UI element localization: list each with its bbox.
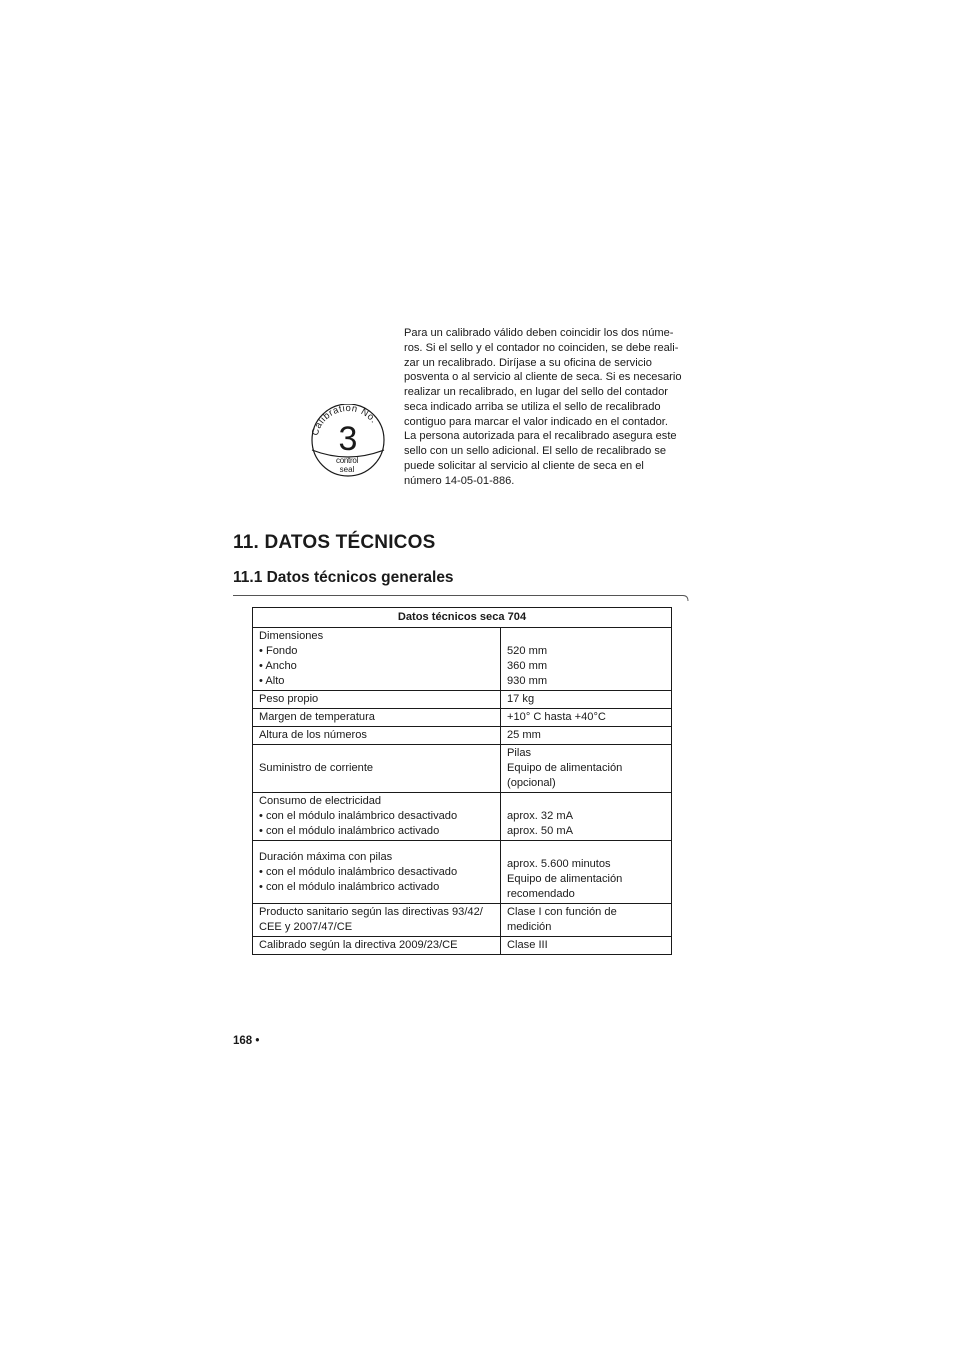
table-row — [253, 691, 672, 709]
table-row — [253, 709, 672, 727]
table-row — [253, 937, 672, 955]
table-row — [253, 841, 672, 904]
row-label: Consumo de electricidad • con el módulo inalámbrico desactivado • con el módulo inalámbrico activado — [253, 793, 501, 841]
row-value: 25 mm — [501, 727, 672, 745]
row-value: 520 mm 360 mm 930 mm — [501, 628, 672, 691]
technical-data-table — [252, 607, 672, 955]
row-label: Duración máxima con pilas • con el módulo inalámbrico desactivado • con el módulo inalámbrico activado — [253, 841, 501, 904]
row-label: Dimensiones • Fondo • Ancho • Alto — [253, 628, 501, 691]
calibration-intro-text: Para un calibrado válido deben coincidir los dos núme- ros. Si el sello y el contador no coinciden, se debe reali- zar un recalibrado. Diríjase a su oficina de servicio posventa o al servicio al cliente de seca. Si es necesario realizar un recalibrado, en lugar del sello del contador seca indicado arriba se utiliza el sello de recalibrado contiguo para marcar el valor indicado en el contador. La persona autorizada para el recalibrado asegura este sello con un sello adicional. El sello de recalibrado se puede solicitar al servicio al cliente de seca en el número 14-05-01-886. — [404, 327, 682, 487]
row-label: Producto sanitario según las directivas 93/42/ CEE y 2007/47/CE — [253, 904, 501, 937]
table-row — [253, 745, 672, 793]
row-value: Clase I con función de medición — [501, 904, 672, 937]
row-label: Altura de los números — [253, 727, 501, 745]
calibration-seal-icon — [308, 404, 388, 480]
subsection-title: 11.1 Datos técnicos generales — [233, 569, 454, 586]
page-number: 168 • — [233, 1035, 260, 1047]
row-value: +10° C hasta +40°C — [501, 709, 672, 727]
row-label: Suministro de corriente — [253, 745, 501, 793]
seal-arc-text: Calibration No. — [309, 404, 380, 438]
table-row — [253, 904, 672, 937]
table-row — [253, 727, 672, 745]
section-divider — [233, 594, 689, 606]
row-value: Clase III — [501, 937, 672, 955]
row-label: Peso propio — [253, 691, 501, 709]
section-title: 11. DATOS TÉCNICOS — [233, 532, 436, 553]
table-row — [253, 628, 672, 691]
table-header: Datos técnicos seca 704 — [253, 608, 672, 628]
row-value: aprox. 32 mA aprox. 50 mA — [501, 793, 672, 841]
table-row — [253, 793, 672, 841]
row-label: Margen de temperatura — [253, 709, 501, 727]
row-value: aprox. 5.600 minutos Equipo de alimentación recomendado — [501, 841, 672, 904]
row-value: 17 kg — [501, 691, 672, 709]
table-header-row — [253, 608, 672, 628]
seal-control-label: control — [336, 456, 358, 465]
row-label: Calibrado según la directiva 2009/23/CE — [253, 937, 501, 955]
row-value: Pilas Equipo de alimentación (opcional) — [501, 745, 672, 793]
seal-number: 3 — [338, 420, 358, 458]
seal-seal-label: seal — [339, 465, 355, 474]
